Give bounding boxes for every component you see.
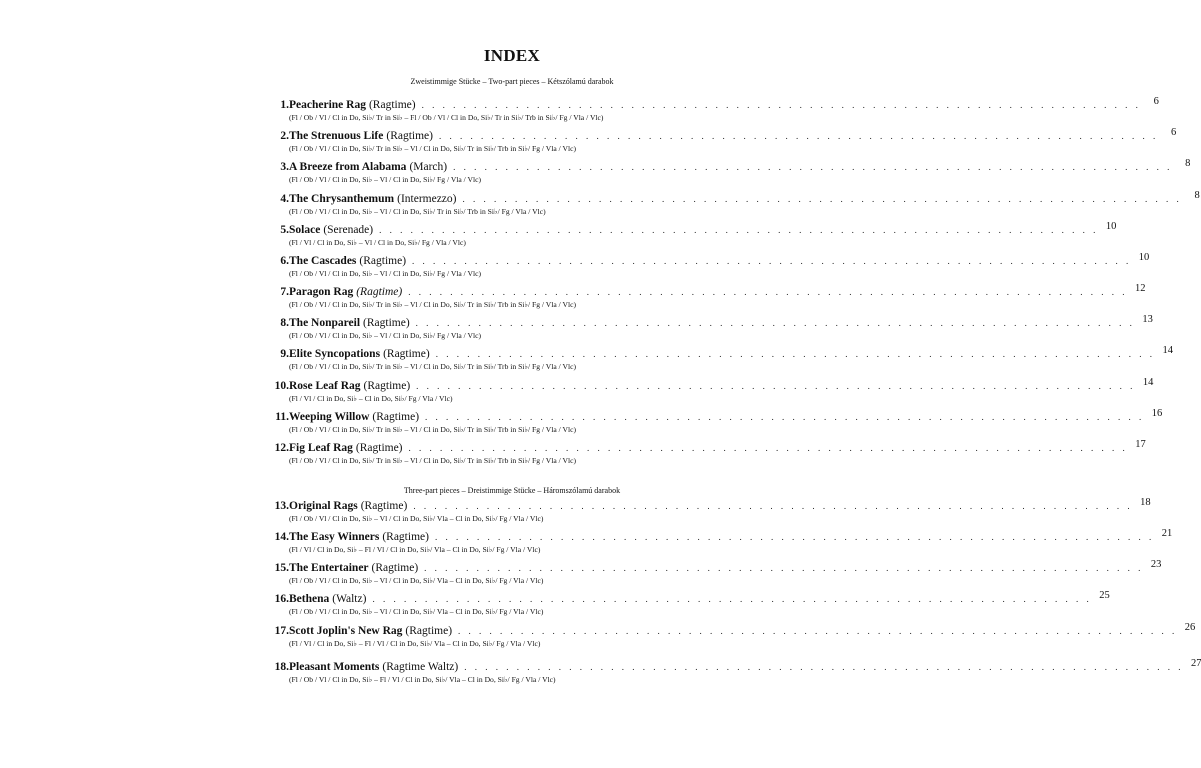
entry-page-number: 17 — [1135, 439, 1146, 450]
entry-title: A Breeze from Alabama — [289, 161, 407, 173]
index-entry — [268, 96, 1159, 125]
entry-instrumentation: (Fl / Ob / Vl / Cl in Do, Si♭ – Fl / Vl / Cl in Do, Si♭/ Vla – Cl in Do, Si♭/ Fg / Vla / Vlc) — [289, 675, 556, 684]
entry-type: (Ragtime) — [359, 255, 407, 267]
entry-title: The Easy Winners — [289, 531, 380, 543]
entry-title: Solace — [289, 224, 321, 236]
entry-number: 15. — [274, 562, 289, 574]
entry-page-number: 13 — [1142, 314, 1153, 325]
entry-title: Pleasant Moments — [289, 661, 380, 673]
entry-page-number: 10 — [1138, 252, 1150, 263]
leader-dots: . . . . . . . . . . . . . . . . . . . . . . . . . . . . . . . . . . . . . . . . . . . . . . . . . . . . . . . . . . . . . . . . . . . . . — [372, 594, 1092, 604]
entry-heading-line — [268, 439, 1146, 455]
entry-type: (Ragtime) — [386, 130, 433, 142]
entry-heading-line — [268, 96, 1159, 112]
entry-instrumentation: (Fl / Ob / Vl / Cl in Do, Si♭/ Tr in Si♭ – Vl / Cl in Do, Si♭/ Tr in Si♭/ Trb in Si♭/ Fg / Vla / Vlc) — [289, 362, 577, 371]
leader-dots: . . . . . . . . . . . . . . . . . . . . . . . . . . . . . . . . . . . . . . . . . . . . . . . . . . . . . . . . . . . . . . . . . . . . . — [412, 256, 1132, 266]
entry-heading-line — [268, 252, 1150, 268]
entry-page-number: 8 — [1194, 190, 1200, 201]
index-entry — [268, 314, 1153, 343]
entry-instrumentation: (Fl / Vl / Cl in Do, Si♭ – Fl / Vl / Cl in Do, Si♭/ Vla – Cl in Do, Si♭/ Fg / Vla / Vlc) — [289, 639, 541, 648]
entry-page-number: 14 — [1162, 345, 1173, 356]
entry-number: 14. — [274, 531, 289, 543]
index-entry — [268, 497, 1151, 526]
leader-dots: . . . . . . . . . . . . . . . . . . . . . . . . . . . . . . . . . . . . . . . . . . . . . . . . . . . . . . . . . . . . . . . . . . . . . — [424, 563, 1144, 573]
entry-instrumentation: (Fl / Ob / Vl / Cl in Do, Si♭ – Vl / Cl in Do, Si♭/ Vla – Cl in Do, Si♭/ Fg / Vla / Vlc) — [289, 514, 544, 523]
leader-dots: . . . . . . . . . . . . . . . . . . . . . . . . . . . . . . . . . . . . . . . . . . . . . . . . . . . . . . . . . . . . . . . . . . . . . — [408, 443, 1128, 453]
leader-dots: . . . . . . . . . . . . . . . . . . . . . . . . . . . . . . . . . . . . . . . . . . . . . . . . . . . . . . . . . . . . . . . . . . . . . — [416, 381, 1136, 391]
entry-heading-line — [268, 345, 1173, 361]
entry-type: (Ragtime) — [360, 500, 408, 512]
entry-instrumentation: (Fl / Ob / Vl / Cl in Do, Si♭ – Vl / Cl in Do, Si♭/ Fg / Vla / Vlc) — [289, 269, 482, 278]
entry-page-number: 10 — [1105, 221, 1117, 232]
entry-title: The Strenuous Life — [289, 130, 384, 142]
entry-number: 16. — [274, 593, 289, 605]
index-entry — [268, 590, 1110, 619]
entry-number: 9. — [280, 348, 289, 360]
entry-number: 5. — [280, 224, 289, 236]
entry-page-number: 26 — [1184, 622, 1196, 633]
entry-heading-line — [268, 221, 1117, 237]
entry-title: Elite Syncopations — [289, 348, 381, 360]
entry-page-number: 27 — [1190, 658, 1201, 669]
leader-dots: . . . . . . . . . . . . . . . . . . . . . . . . . . . . . . . . . . . . . . . . . . . . . . . . . . . . . . . . . . . . . . . . . . . . . — [415, 318, 1135, 328]
index-title: INDEX — [483, 46, 541, 65]
index-entry — [268, 345, 1173, 374]
entry-number: 13. — [274, 500, 289, 512]
entry-instrumentation: (Fl / Ob / Vl / Cl in Do, Si♭ – Vl / Cl in Do, Si♭/ Tr in Si♭/ Trb in Si♭/ Fg / Vla / Vlc) — [289, 207, 546, 216]
entry-instrumentation: (Fl / Ob / Vl / Cl in Do, Si♭/ Tr in Si♭ – Vl / Cl in Do, Si♭/ Tr in Si♭/ Trb in Si♭/ Fg / Vla / Vlc) — [289, 144, 577, 153]
entry-title: The Cascades — [289, 255, 357, 267]
leader-dots: . . . . . . . . . . . . . . . . . . . . . . . . . . . . . . . . . . . . . . . . . . . . . . . . . . . . . . . . . . . . . . . . . . . . . — [425, 412, 1145, 422]
entry-instrumentation: (Fl / Vl / Cl in Do, Si♭ – Cl in Do, Si♭/ Fg / Vla / Vlc) — [289, 394, 453, 403]
leader-dots: . . . . . . . . . . . . . . . . . . . . . . . . . . . . . . . . . . . . . . . . . . . . . . . . . . . . . . . . . . . . . . . . . . . . . — [458, 626, 1178, 636]
leader-dots: . . . . . . . . . . . . . . . . . . . . . . . . . . . . . . . . . . . . . . . . . . . . . . . . . . . . . . . . . . . . . . . . . . . . . — [379, 225, 1099, 235]
entry-instrumentation: (Fl / Ob / Vl / Cl in Do, Si♭/ Tr in Si♭ – Fl / Ob / Vl / Cl in Do, Si♭/ Tr in Si♭/ Trb in Si♭/ Fg / Vla / Vlc) — [289, 113, 604, 122]
entry-title: Peacherine Rag — [289, 99, 366, 111]
entry-number: 4. — [280, 193, 289, 205]
leader-dots: . . . . . . . . . . . . . . . . . . . . . . . . . . . . . . . . . . . . . . . . . . . . . . . . . . . . . . . . . . . . . . . . . . . . . — [434, 532, 1155, 542]
entry-instrumentation: (Fl / Vl / Cl in Do, Si♭ – Vl / Cl in Do, Si♭/ Fg / Vla / Vlc) — [289, 238, 466, 247]
entry-heading-line — [268, 314, 1153, 330]
entry-type: (Ragtime) — [363, 317, 410, 329]
entry-type: (Ragtime) — [363, 380, 411, 392]
index-entry — [268, 190, 1200, 219]
entry-page-number: 8 — [1185, 158, 1191, 169]
entry-type: (Ragtime) — [368, 99, 416, 111]
entry-heading-line — [268, 158, 1191, 174]
leader-dots: . . . . . . . . . . . . . . . . . . . . . . . . . . . . . . . . . . . . . . . . . . . . . . . . . . . . . . . . . . . . . . . . . . . . . — [453, 162, 1173, 172]
entry-type: (Ragtime) — [371, 562, 419, 574]
entry-page-number: 14 — [1142, 377, 1154, 388]
entry-page-number: 18 — [1140, 497, 1151, 508]
entry-number: 12. — [274, 442, 289, 454]
entry-number: 2. — [280, 130, 289, 142]
entry-number: 6. — [280, 255, 289, 267]
entry-title: Scott Joplin's New Rag — [289, 625, 403, 637]
entry-number: 11. — [275, 411, 289, 423]
entry-title: Original Rags — [289, 500, 358, 512]
leader-dots: . . . . . . . . . . . . . . . . . . . . . . . . . . . . . . . . . . . . . . . . . . . . . . . . . . . . . . . . . . . . . . . . . . . . . — [413, 501, 1133, 511]
entry-number: 10. — [274, 380, 289, 392]
entry-title: Paragon Rag — [289, 286, 354, 298]
leader-dots: . . . . . . . . . . . . . . . . . . . . . . . . . . . . . . . . . . . . . . . . . . . . . . . . . . . . . . . . . . . . . . . . . . . . . — [438, 131, 1159, 141]
entry-title: Bethena — [289, 593, 330, 605]
entry-instrumentation: (Fl / Ob / Vl / Cl in Do, Si♭/ Tr in Si♭ – Vl / Cl in Do, Si♭/ Tr in Si♭/ Trb in Si♭/ Fg / Vla / Vlc) — [289, 300, 577, 309]
index-entry — [268, 528, 1173, 557]
entry-page-number: 16 — [1151, 408, 1163, 419]
entry-type: (Ragtime) — [405, 625, 453, 637]
index-entry — [268, 439, 1146, 468]
entry-heading-line — [268, 283, 1146, 299]
entry-heading-line — [268, 559, 1162, 575]
entry-title: The Nonpareil — [289, 317, 361, 329]
section-heading-three-part: Three-part pieces – Dreistimmige Stücke – Háromszólamú darabok — [403, 486, 621, 495]
leader-dots: . . . . . . . . . . . . . . . . . . . . . . . . . . . . . . . . . . . . . . . . . . . . . . . . . . . . . . . . . . . . . . . . . . . . . — [408, 287, 1128, 297]
entry-heading-line — [268, 658, 1201, 674]
index-entry — [268, 221, 1117, 250]
entry-type: (Ragtime) — [372, 411, 420, 423]
entry-type: (Ragtime) — [356, 286, 403, 298]
entry-type: (Intermezzo) — [397, 193, 457, 205]
index-entry — [268, 158, 1191, 187]
entry-page-number: 23 — [1150, 559, 1162, 570]
entry-type: (Ragtime) — [383, 348, 430, 360]
entry-instrumentation: (Fl / Ob / Vl / Cl in Do, Si♭ – Vl / Cl in Do, Si♭/ Fg / Vla / Vlc) — [289, 175, 482, 184]
entry-number: 18. — [274, 661, 289, 673]
entry-type: (Ragtime) — [382, 531, 429, 543]
entry-title: Fig Leaf Rag — [289, 442, 353, 454]
index-entry — [268, 127, 1177, 156]
entry-instrumentation: (Fl / Ob / Vl / Cl in Do, Si♭ – Vl / Cl in Do, Si♭/ Fg / Vla / Vlc) — [289, 331, 482, 340]
leader-dots: . . . . . . . . . . . . . . . . . . . . . . . . . . . . . . . . . . . . . . . . . . . . . . . . . . . . . . . . . . . . . . . . . . . . . — [462, 194, 1182, 204]
entry-instrumentation: (Fl / Ob / Vl / Cl in Do, Si♭ – Vl / Cl in Do, Si♭/ Vla – Cl in Do, Si♭/ Fg / Vla / Vlc) — [289, 576, 544, 585]
leader-dots: . . . . . . . . . . . . . . . . . . . . . . . . . . . . . . . . . . . . . . . . . . . . . . . . . . . . . . . . . . . . . . . . . . . . . — [421, 100, 1141, 110]
entry-page-number: 6 — [1170, 127, 1177, 138]
leader-dots: . . . . . . . . . . . . . . . . . . . . . . . . . . . . . . . . . . . . . . . . . . . . . . . . . . . . . . . . . . . . . . . . . . . . . — [464, 662, 1184, 672]
entry-instrumentation: (Fl / Ob / Vl / Cl in Do, Si♭/ Tr in Si♭ – Vl / Cl in Do, Si♭/ Tr in Si♭/ Trb in Si♭/ Fg / Vla / Vlc) — [289, 456, 577, 465]
index-entry — [268, 658, 1201, 687]
entry-heading-line — [268, 622, 1196, 638]
entry-type: (Ragtime) — [355, 442, 403, 454]
entry-heading-line — [268, 497, 1151, 513]
entry-number: 8. — [280, 317, 289, 329]
index-entry — [268, 622, 1196, 651]
index-entry — [268, 377, 1154, 406]
entry-number: 17. — [274, 625, 289, 637]
entry-type: (Ragtime Waltz) — [382, 661, 459, 673]
entry-type: (Serenade) — [323, 224, 374, 236]
entry-page-number: 25 — [1099, 590, 1110, 601]
entry-instrumentation: (Fl / Ob / Vl / Cl in Do, Si♭/ Tr in Si♭ – Vl / Cl in Do, Si♭/ Tr in Si♭/ Trb in Si♭/ Fg / Vla / Vlc) — [289, 425, 577, 434]
entry-heading-line — [268, 590, 1110, 606]
entry-instrumentation: (Fl / Ob / Vl / Cl in Do, Si♭ – Vl / Cl in Do, Si♭/ Vla – Cl in Do, Si♭/ Fg / Vla / Vlc) — [289, 607, 544, 616]
index-entry — [268, 283, 1146, 312]
entry-page-number: 21 — [1161, 528, 1173, 539]
entry-page-number: 6 — [1153, 96, 1159, 107]
entry-number: 7. — [280, 286, 289, 298]
entry-heading-line — [268, 190, 1200, 206]
leader-dots: . . . . . . . . . . . . . . . . . . . . . . . . . . . . . . . . . . . . . . . . . . . . . . . . . . . . . . . . . . . . . . . . . . . . . — [435, 349, 1155, 359]
index-entry — [268, 252, 1150, 281]
entry-type: (Waltz) — [332, 593, 367, 605]
entry-title: The Entertainer — [289, 562, 369, 574]
section-heading-two-part: Zweistimmige Stücke – Two-part pieces – Kétszólamú darabok — [410, 77, 614, 86]
entry-title: Weeping Willow — [289, 411, 370, 423]
entry-heading-line — [268, 377, 1154, 393]
entry-number: 3. — [280, 161, 289, 173]
entry-title: Rose Leaf Rag — [289, 380, 361, 392]
entry-type: (March) — [409, 161, 448, 173]
index-entry — [268, 408, 1163, 437]
entry-heading-line — [268, 528, 1173, 544]
entry-title: The Chrysanthemum — [289, 193, 395, 205]
entry-page-number: 12 — [1134, 283, 1146, 294]
entry-number: 1. — [280, 99, 289, 111]
entry-instrumentation: (Fl / Vl / Cl in Do, Si♭ – Fl / Vl / Cl in Do, Si♭/ Vla – Cl in Do, Si♭/ Fg / Vla / Vlc) — [289, 545, 541, 554]
entry-heading-line — [268, 408, 1163, 424]
entry-heading-line — [268, 127, 1177, 143]
index-entry — [268, 559, 1162, 588]
